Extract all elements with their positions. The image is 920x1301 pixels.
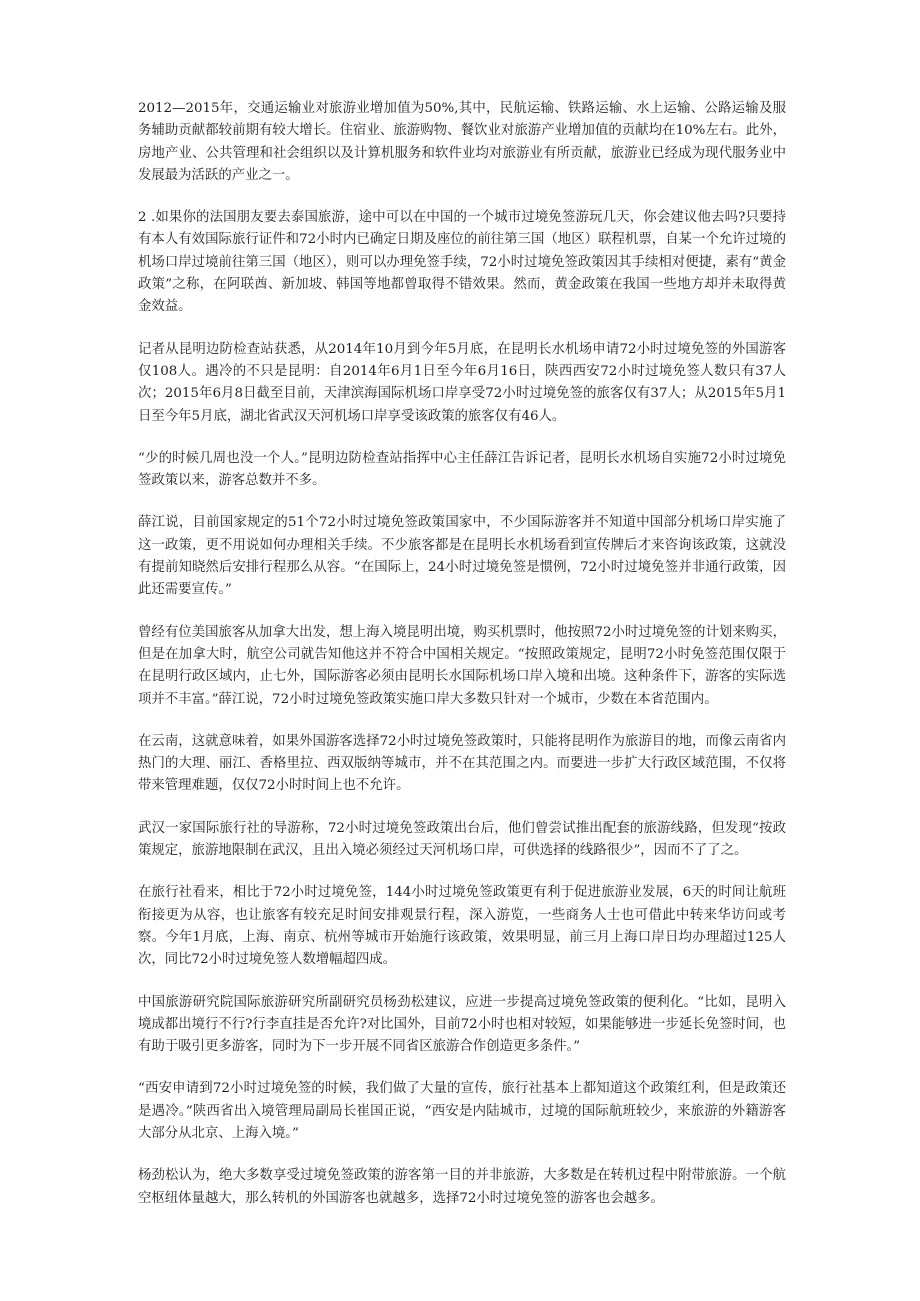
- paragraph-9: 在旅行社看来，相比于72小时过境免签，144小时过境免签政策更有利于促进旅游业发展，6天的时间让航班衔接更为从容，也让旅客有较充足时间安排观景行程，深入游览，一些商务人士也可借此中转来华访问或考察。今年1月底，上海、南京、杭州等城市开始施行该政策，效果明显，前三月上海口岸日均办理超过125人次，同比72小时过境免签人数增幅超四成。: [138, 885, 786, 968]
- paragraph-4: “少的时候几周也没一个人。”昆明边防检查站指挥中心主任薛江告诉记者，昆明长水机场自实施72小时过境免签政策以来，游客总数并不多。: [138, 450, 786, 489]
- document-body: [138, 98, 786, 1230]
- paragraph-7: 在云南，这就意味着，如果外国游客选择72小时过境免签政策时，只能将昆明作为旅游目的地，而像云南省内热门的大理、丽江、香格里拉、西双版纳等城市，并不在其范围之内。而要进一步扩大行政区域范围，不仅将带来管理难题，仅仅72小时时间上也不允许。: [138, 733, 786, 794]
- paragraph-2: 2 .如果你的法国朋友要去泰国旅游，途中可以在中国的一个城市过境免签游玩几天，你会建议他去吗?只要持有本人有效国际旅行证件和72小时内已确定日期及座位的前往第三国（地区）联程机票，自某一个允许过境的机场口岸过境前往第三国（地区），则可以办理免签手续，72小时过境免签政策因其手续相对便捷，素有“黄金政策”之称，在阿联酋、新加坡、韩国等地都曾取得不错效果。然而，黄金政策在我国一些地方却并未取得黄金效益。: [138, 210, 786, 315]
- paragraph-12: 杨劲松认为，绝大多数享受过境免签政策的游客第一目的并非旅游，大多数是在转机过程中附带旅游。一个航空枢纽体量越大，那么转机的外国游客也就越多，选择72小时过境免签的游客也会越多。: [138, 1168, 786, 1206]
- paragraph-8: 武汉一家国际旅行社的导游称，72小时过境免签政策出台后，他们曾尝试推出配套的旅游线路，但发现“按政策规定，旅游地限制在武汉，且出入境必须经过天河机场口岸，可供选择的线路很少”，因而不了了之。: [138, 820, 786, 859]
- paragraph-5: 薛江说，目前国家规定的51个72小时过境免签政策国家中，不少国际游客并不知道中国部分机场口岸实施了这一政策，更不用说如何办理相关手续。不少旅客都是在昆明长水机场看到宣传牌后才来咨询该政策，这就没有提前知晓然后安排行程那么从容。“在国际上，24小时过境免签是惯例，72小时过境免签并非通行政策，因此还需要宣传。”: [138, 515, 786, 598]
- paragraph-3: 记者从昆明边防检查站获悉，从2014年10月到今年5月底，在昆明长水机场申请72小时过境免签的外国游客仅108人。遇冷的不只是昆明：自2014年6月1日至今年6月16日，陕西西安72小时过境免签人数只有37人次；2015年6月8日截至目前，天津滨海国际机场口岸享受72小时过境免签的旅客仅有37人；从2015年5月1日至今年5月底，湖北省武汉天河机场口岸享受该政策的旅客仅有46人。: [138, 341, 786, 424]
- paragraph-6: 曾经有位美国旅客从加拿大出发，想上海入境昆明出境，购买机票时，他按照72小时过境免签的计划来购买，但是在加拿大时，航空公司就告知他这并不符合中国相关规定。“按照政策规定，昆明72小时免签范围仅限于在昆明行政区域内，止七外，国际游客必须由昆明长水国际机场口岸入境和出境。这种条件下，游客的实际选项并不丰富。”薛江说，72小时过境免签政策实施口岸大多数只针对一个城市，少数在本省范围内。: [138, 624, 786, 707]
- paragraph-10: 中国旅游研究院国际旅游研究所副研究员杨劲松建议，应进一步提高过境免签政策的便利化。“比如，昆明入境成都出境行不行?行李直挂是否允许?对比国外，目前72小时也相对较短，如果能够进一步延长免签时间，也有助于吸引更多游客，同时为下一步开展不同省区旅游合作创造更多条件。”: [138, 994, 786, 1055]
- paragraph-1: 2012—2015年，交通运输业对旅游业增加值为50%,其中，民航运输、铁路运输、水上运输、公路运输及服务辅助贡献都较前期有较大增长。住宿业、旅游购物、餐饮业对旅游产业增加值的贡献均在10%左右。此外，房地产业、公共管理和社会组织以及计算机服务和软件业均对旅游业有所贡献，旅游业已经成为现代服务业中发展最为活跃的产业之一。: [138, 101, 786, 183]
- paragraph-11: “西安申请到72小时过境免签的时候，我们做了大量的宣传，旅行社基本上都知道这个政策红利，但是政策还是遇冷。”陕西省出入境管理局副局长崔国正说，“西安是内陆城市，过境的国际航班较少，来旅游的外籍游客大部分从北京、上海入境。”: [138, 1081, 786, 1141]
